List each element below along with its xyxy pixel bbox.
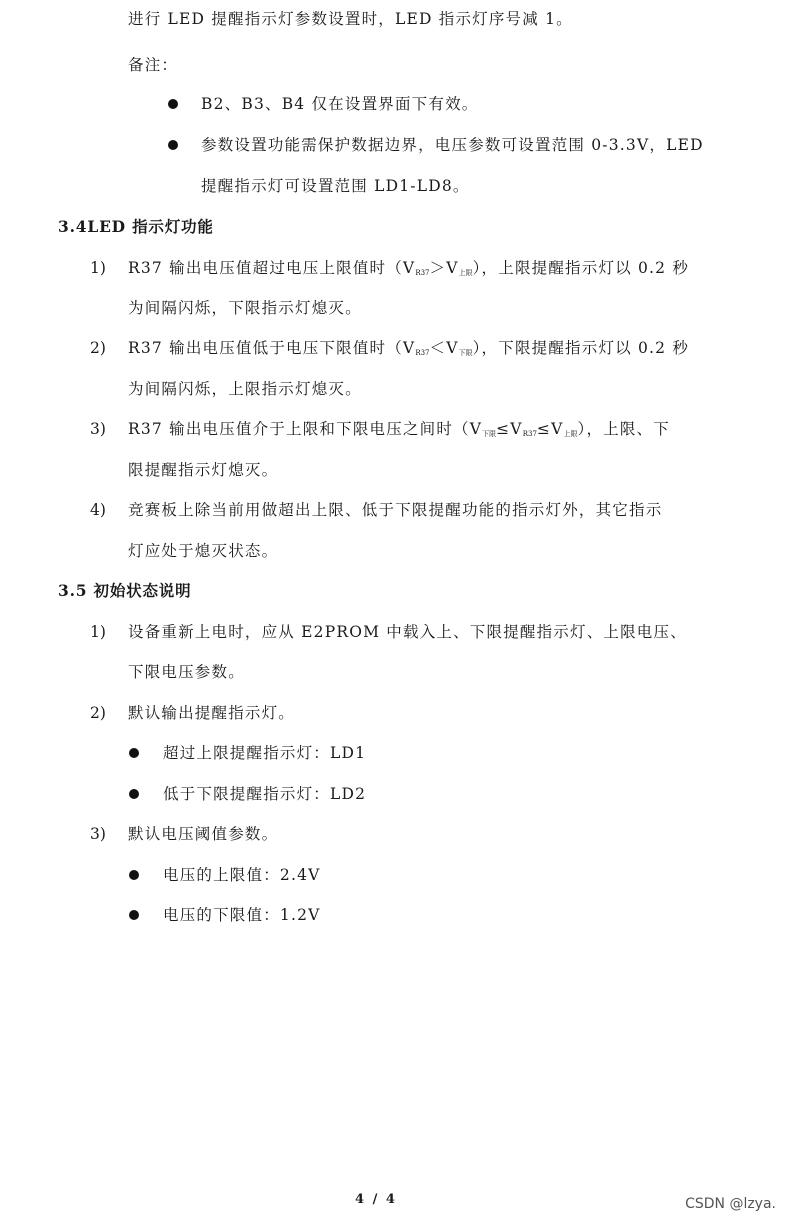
bullet-dot xyxy=(129,910,139,920)
list-item-3-4-2-cont: 为间隔闪烁，上限指示灯熄灭。 xyxy=(128,380,362,398)
watermark: CSDN @lzya. xyxy=(685,1196,776,1212)
list-item-3-4-4-cont: 灯应处于熄灭状态。 xyxy=(128,542,279,560)
note-item-1: B2、B3、B4 仅在设置界面下有效。 xyxy=(201,95,479,113)
sub-bullet-upper-voltage: 电压的上限值：2.4V xyxy=(163,866,321,884)
sub-bullet-lower-voltage: 电压的下限值：1.2V xyxy=(163,906,321,924)
section-heading-3-5: 3.5 初始状态说明 xyxy=(58,581,192,600)
list-item-3-4-1-cont: 为间隔闪烁，下限指示灯熄灭。 xyxy=(128,299,362,317)
list-item-3-4-1: R37 输出电压值超过电压上限值时$(V_{R37}>V_{上限})$，上限提醒指示灯以 0.2 秒 xyxy=(128,259,690,277)
list-item-3-4-4: 竞赛板上除当前用做超出上限、低于下限提醒功能的指示灯外，其它指示 xyxy=(128,501,663,519)
page-number: 4 / 4 xyxy=(355,1192,397,1207)
list-number: 3) xyxy=(90,420,106,438)
list-item-3-4-3-cont: 限提醒指示灯熄灭。 xyxy=(128,461,279,479)
note-item-2-cont: 提醒指示灯可设置范围 LD1-LD8。 xyxy=(201,177,470,195)
list-item-3-4-3: R37 输出电压值介于上限和下限电压之间时$(V_{下限}\le V_{R37}\le V_{上限})$，上限、下 xyxy=(128,420,670,438)
list-number: 2) xyxy=(90,704,106,722)
list-number: 3) xyxy=(90,825,106,843)
list-item-3-5-1-cont: 下限电压参数。 xyxy=(128,663,245,681)
list-item-3-5-2: 默认输出提醒指示灯。 xyxy=(128,704,296,722)
list-number: 2) xyxy=(90,339,106,357)
note-label: 备注： xyxy=(128,56,179,74)
sub-bullet-ld1: 超过上限提醒指示灯：LD1 xyxy=(163,744,367,762)
bullet-dot xyxy=(168,99,178,109)
list-number: 4) xyxy=(90,501,106,519)
bullet-dot xyxy=(129,748,139,758)
bullet-dot xyxy=(129,870,139,880)
list-number: 1) xyxy=(90,623,106,641)
intro-continuation: 进行 LED 提醒指示灯参数设置时，LED 指示灯序号减 1。 xyxy=(128,10,573,28)
list-item-3-5-1: 设备重新上电时，应从 E2PROM 中载入上、下限提醒指示灯、上限电压、 xyxy=(128,623,687,641)
list-item-3-4-2: R37 输出电压值低于电压下限值时$(V_{R37}<V_{下限})$，下限提醒指示灯以 0.2 秒 xyxy=(128,339,690,357)
sub-bullet-ld2: 低于下限提醒指示灯：LD2 xyxy=(163,785,367,803)
note-item-2: 参数设置功能需保护数据边界，电压参数可设置范围 0-3.3V，LED xyxy=(201,136,704,154)
list-number: 1) xyxy=(90,259,106,277)
section-heading-3-4: 3.4LED 指示灯功能 xyxy=(58,217,214,236)
bullet-dot xyxy=(168,140,178,150)
list-item-3-5-3: 默认电压阈值参数。 xyxy=(128,825,279,843)
bullet-dot xyxy=(129,789,139,799)
